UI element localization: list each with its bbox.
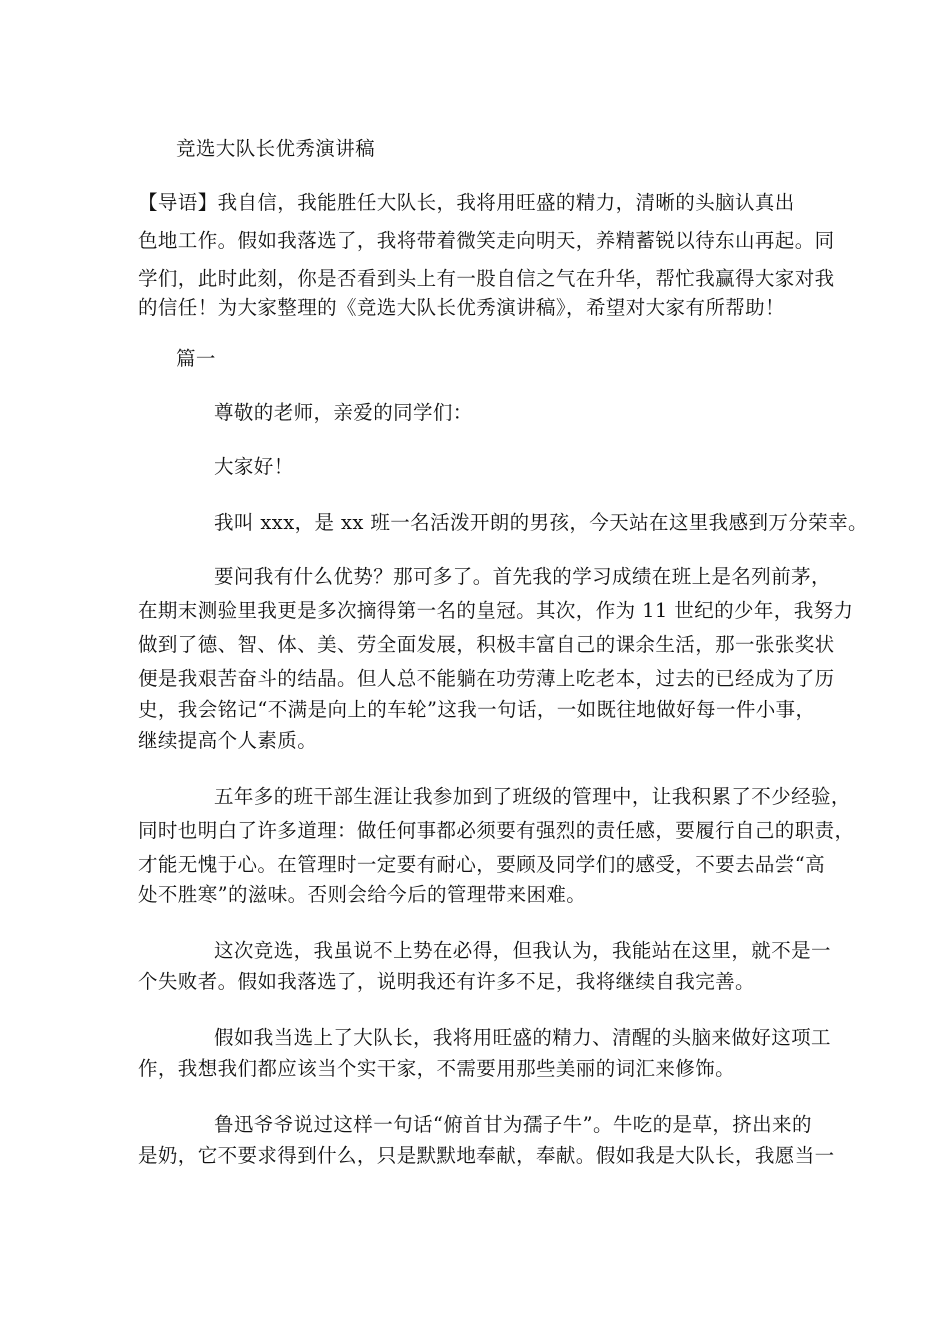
- paragraph-line: 便是我艰苦奋斗的结晶。但人总不能躺在功劳薄上吃老本，过去的已经成为了历: [138, 667, 835, 690]
- section-label: 篇一: [176, 347, 216, 370]
- intro-line: 色地工作。假如我落选了，我将带着微笑走向明天，养精蓄锐以待东山再起。同: [138, 229, 835, 252]
- intro-line: 的信任！为大家整理的《竞选大队长优秀演讲稿》，希望对大家有所帮助！: [138, 296, 785, 319]
- intro-line: 【导语】我自信，我能胜任大队长，我将用旺盛的精力，清晰的头脑认真出: [138, 191, 795, 214]
- paragraph-line: 是奶，它不要求得到什么，只是默默地奉献，奉献。假如我是大队长，我愿当一: [138, 1144, 835, 1167]
- paragraph-line: 继续提高个人素质。: [138, 729, 318, 752]
- greeting: 大家好！: [214, 455, 294, 478]
- paragraph-line: 作，我想我们都应该当个实干家，不需要用那些美丽的词汇来修饰。: [138, 1057, 736, 1080]
- document-title: 竞选大队长优秀演讲稿: [176, 137, 376, 160]
- paragraph-line: 史，我会铭记“不满是向上的车轮”这我一句话，一如既往地做好每一件小事，: [138, 698, 816, 721]
- paragraph-line: 同时也明白了许多道理：做任何事都必须要有强烈的责任感，要履行自己的职责，: [138, 819, 855, 842]
- paragraph-line: 做到了德、智、体、美、劳全面发展，积极丰富自己的课余生活，那一张张奖状: [138, 633, 835, 656]
- paragraph-line: 才能无愧于心。在管理时一定要有耐心，要顾及同学们的感受，不要去品尝“高: [138, 853, 825, 876]
- paragraph-line: 五年多的班干部生涯让我参加到了班级的管理中，让我积累了不少经验，: [214, 785, 851, 808]
- paragraph-line: 个失败者。假如我落选了，说明我还有许多不足，我将继续自我完善。: [138, 970, 755, 993]
- paragraph-line: 要问我有什么优势？那可多了。首先我的学习成绩在班上是名列前茅，: [214, 565, 831, 588]
- paragraph-line: 这次竞选，我虽说不上势在必得，但我认为，我能站在这里，就不是一: [214, 939, 831, 962]
- salutation: 尊敬的老师，亲爱的同学们：: [214, 401, 473, 424]
- paragraph-line: 在期末测验里我更是多次摘得第一名的皇冠。其次，作为 11 世纪的少年，我努力: [138, 599, 854, 622]
- paragraph-line: 假如我当选上了大队长，我将用旺盛的精力、清醒的头脑来做好这项工: [214, 1026, 831, 1049]
- paragraph-line: 我叫 xxx，是 xx 班一名活泼开朗的男孩，今天站在这里我感到万分荣幸。: [214, 511, 868, 534]
- paragraph-line: 处不胜寒”的滋味。否则会给今后的管理带来困难。: [138, 883, 587, 906]
- intro-line: 学们，此时此刻，你是否看到头上有一股自信之气在升华，帮忙我赢得大家对我: [138, 267, 835, 290]
- paragraph-line: 鲁迅爷爷说过这样一句话“俯首甘为孺子牛”。牛吃的是草，挤出来的: [214, 1113, 812, 1136]
